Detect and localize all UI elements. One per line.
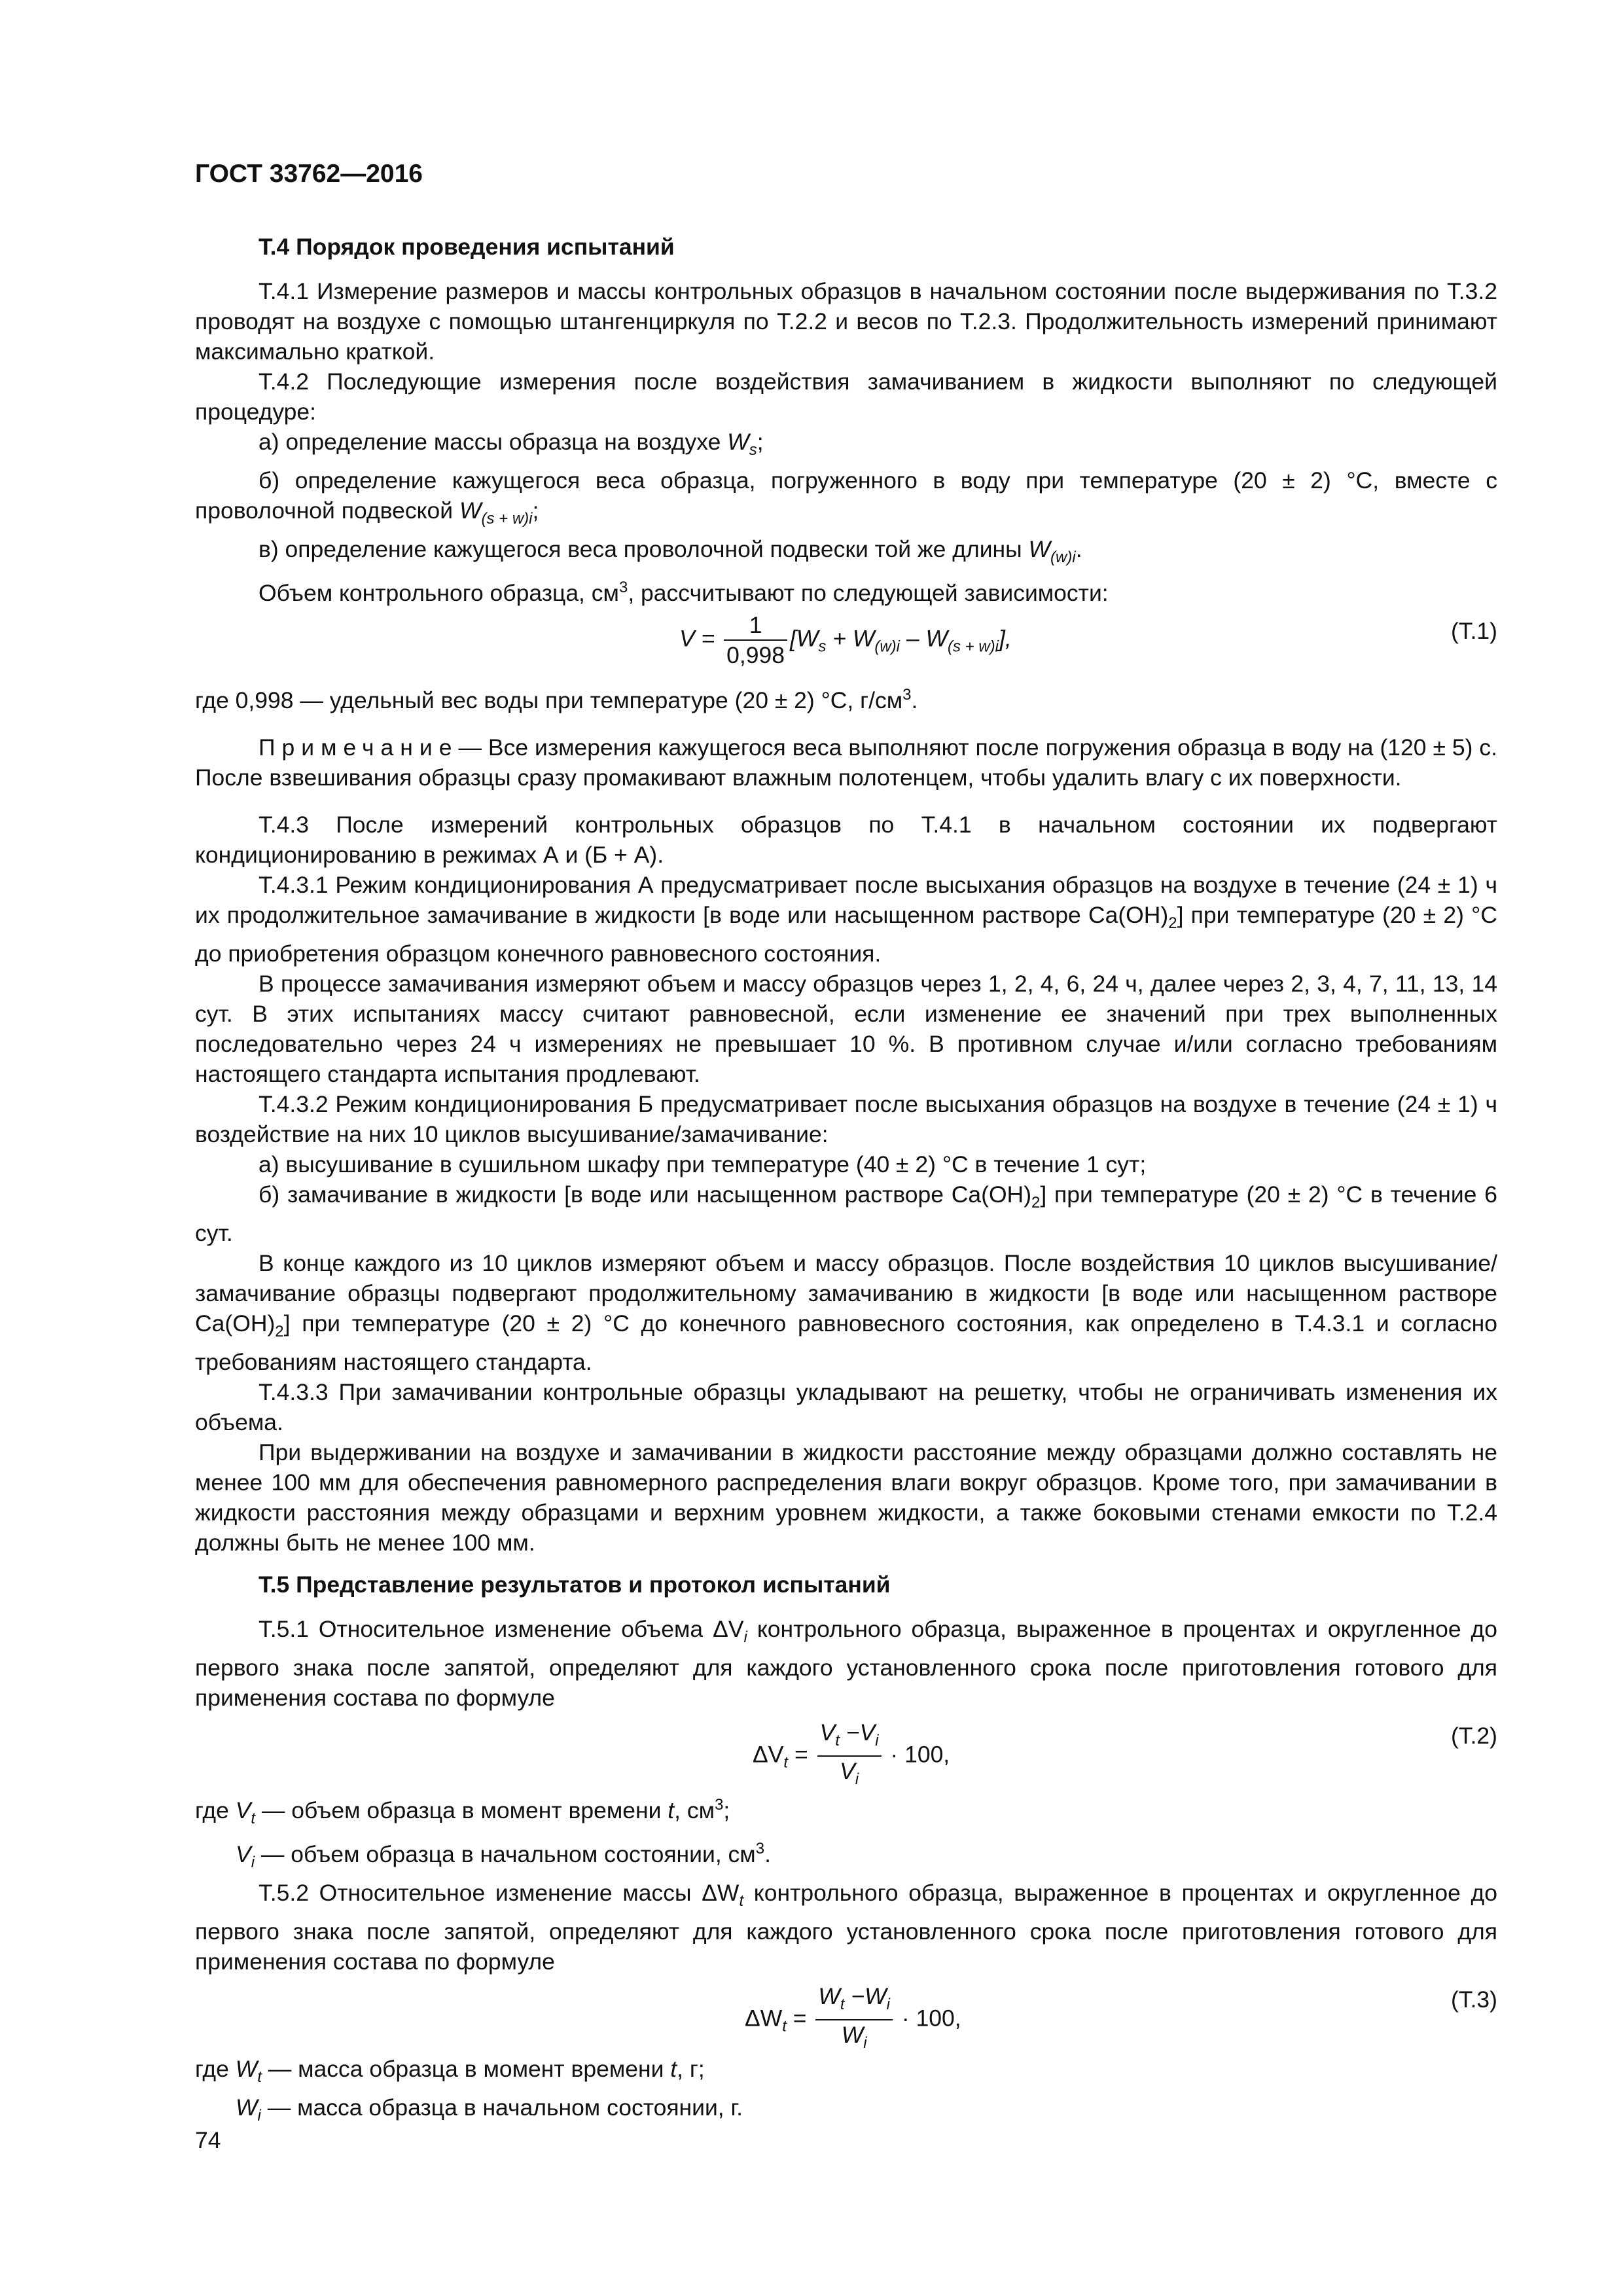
note bbox=[195, 732, 1497, 793]
paragraph-t432: Т.4.3.2 Режим кондиционирования Б предусматривает после высыхания образцов на воздухе в течение (24 ± 1) ч воздействие на них 10 циклов высушивание/замачивание: bbox=[195, 1091, 1497, 1148]
denominator bbox=[815, 2020, 893, 2058]
formula-number: (Т.2) bbox=[1451, 1723, 1497, 1749]
formula-lhs: ΔW bbox=[745, 2005, 783, 2032]
where-t3-a bbox=[195, 2054, 1497, 2092]
superscript: 3 bbox=[715, 1796, 724, 1814]
punct: ; bbox=[532, 497, 539, 524]
term: – W bbox=[899, 625, 948, 652]
item-v bbox=[195, 534, 1497, 573]
formula-number: (Т.1) bbox=[1451, 618, 1497, 645]
subscript: (w)i bbox=[874, 637, 900, 656]
term: W bbox=[841, 2022, 864, 2049]
section-t4-title: Т.4 Порядок проведения испытаний bbox=[259, 234, 675, 260]
fraction bbox=[815, 1982, 893, 2058]
symbol-w: W bbox=[1028, 536, 1051, 563]
paragraph-t52 bbox=[195, 1878, 1497, 1977]
paragraph-t41: Т.4.1 Измерение размеров и массы контрольных образцов в начальном состоянии после выдерживания по Т.3.2 проводят на воздухе с помощью штангенциркуля по Т.2.2 и весов по Т.2.3. Продолжительность измерений принимают максимально краткой. bbox=[195, 278, 1497, 365]
text: В конце каждого из 10 циклов измеряют объем и массу образцов. После воздействия 10 циклов высушивание/замачивание образцы подвергают продолжительному замачиванию в жидкости [в воде или насыщенном растворе Ca(OH) bbox=[195, 1250, 1497, 1337]
subscript: s bbox=[749, 441, 757, 459]
subscript: t bbox=[251, 1810, 256, 1828]
subscript: i bbox=[257, 2107, 261, 2125]
section-t5-title: Т.5 Представление результатов и протокол испытаний bbox=[259, 1571, 891, 1598]
denominator bbox=[817, 1757, 882, 1794]
formula-lhs: ΔV bbox=[753, 1741, 784, 1768]
text: Объем контрольного образца, см bbox=[259, 580, 619, 607]
page-number: 74 bbox=[195, 2127, 221, 2153]
text: где bbox=[195, 2056, 236, 2083]
term: V bbox=[840, 1758, 855, 1785]
paragraph-t51 bbox=[195, 1614, 1497, 1713]
symbol: t bbox=[668, 1797, 675, 1824]
subscript: t bbox=[835, 1732, 840, 1750]
text: — объем образца в момент времени bbox=[255, 1797, 668, 1824]
formula-lhs: V = bbox=[679, 625, 722, 652]
text: где bbox=[195, 1797, 236, 1824]
subscript: t bbox=[257, 2068, 262, 2087]
term: · 100, bbox=[895, 2005, 961, 2032]
subscript: t bbox=[783, 1753, 789, 1772]
where-t1 bbox=[195, 680, 1497, 715]
subscript: i bbox=[886, 1996, 891, 2014]
paragraph-t431 bbox=[195, 870, 1497, 969]
term: [W bbox=[789, 625, 819, 652]
paragraph-t433: Т.4.3.3 При замачивании контрольные образцы укладывают на решетку, чтобы не ограничивать изменения их объема. bbox=[195, 1379, 1497, 1436]
item-a bbox=[195, 427, 1497, 465]
subscript: s bbox=[818, 637, 827, 656]
paragraph-t43: Т.4.3 После измерений контрольных образцов по Т.4.1 в начальном состоянии их подвергают кондиционированию в режимах А и (Б + А). bbox=[195, 811, 1497, 868]
formula-t1 bbox=[195, 611, 1497, 676]
text: б) замачивание в жидкости [в воде или насыщенном растворе Ca(OH) bbox=[259, 1181, 1032, 1208]
symbol: W bbox=[236, 2094, 258, 2121]
subscript: 2 bbox=[1168, 914, 1177, 933]
text: Т.5.1 Относительное изменение объема ΔV bbox=[259, 1616, 744, 1643]
note-text: — Все измерения кажущегося веса выполняют после погружения образца в воду на (120 ± 5) с. После взвешивания образцы сразу промакивают влажным полотенцем, чтобы удалить влагу с их поверхности. bbox=[195, 734, 1497, 791]
where-t2-a bbox=[195, 1790, 1497, 1834]
symbol-w: W bbox=[727, 429, 749, 455]
term: −W bbox=[844, 1983, 887, 2010]
text: , г; bbox=[677, 2056, 705, 2083]
punct: . bbox=[911, 687, 918, 713]
formula-number: (Т.3) bbox=[1451, 1986, 1497, 2013]
subscript: i bbox=[863, 2034, 867, 2053]
subscript: (w)i bbox=[1050, 548, 1076, 567]
subscript: (s + w)i bbox=[481, 510, 533, 528]
document-page bbox=[195, 157, 1497, 2131]
item-b-text: б) определение кажущегося веса образца, погруженного в воду при температуре (20 ± 2) °С, вместе с проволочной подвеской bbox=[195, 467, 1497, 524]
paragraph-t433-cont: При выдерживании на воздухе и замачивании в жидкости расстояние между образцами должно составлять не менее 100 мм для обеспечения равномерного распределения влаги вокруг образцов. Кроме того, при замачивании в жидкости расстояния между образцами и верхним уровнем жидкости, а также боковыми стенами емкости по Т.2.4 должны быть не менее 100 мм. bbox=[195, 1439, 1497, 1556]
formula-t2 bbox=[195, 1715, 1497, 1789]
document-header: ГОСТ 33762—2016 bbox=[195, 160, 423, 188]
numerator: 1 bbox=[724, 611, 787, 641]
text: , см bbox=[674, 1797, 715, 1824]
subscript: (s + w)i bbox=[947, 637, 999, 656]
note-label: Примечание bbox=[259, 734, 459, 761]
text: контрольного образца, выраженное в процентах и округленное до первого знака после запятой, определяют для каждого установленного срока после приготовления готового для применения состава по формуле bbox=[195, 1616, 1498, 1712]
where-t3-b bbox=[195, 2092, 1497, 2131]
fraction bbox=[817, 1718, 882, 1794]
formula-t3-body: $\Delta W_t$ = $\frac{W_t -W_i}{W_i}$ · 100, bbox=[745, 1982, 961, 2058]
punct: . bbox=[1075, 536, 1082, 563]
subscript: 2 bbox=[275, 1323, 284, 1341]
text: — объем образца в начальном состоянии, см bbox=[255, 1841, 756, 1868]
denominator: 0,998 bbox=[726, 642, 785, 669]
subscript: i bbox=[875, 1732, 879, 1750]
formula-t2-body: $\Delta V_t$ = $\frac{V_t -V_i}{V_i}$ · 100, bbox=[753, 1718, 950, 1794]
term: ], bbox=[998, 625, 1012, 652]
subscript: t bbox=[782, 2017, 787, 2036]
text: ] при температуре (20 ± 2) °С в течение 6 сут. bbox=[195, 1181, 1497, 1247]
term: −V bbox=[839, 1719, 876, 1746]
paragraph-t431-cont: В процессе замачивания измеряют объем и массу образцов через 1, 2, 4, 6, 24 ч, далее через 2, 3, 4, 7, 11, 13, 14 сут. В этих испытаниях массу считают равновесной, если изменение ее значений при трех выполненных последовательно через 24 ч измерениях не превышает 10 %. В противном случае и/или согласно требованиям настоящего стандарта испытания продлевают. bbox=[195, 971, 1497, 1088]
numerator bbox=[817, 1718, 882, 1757]
item-t432-a: а) высушивание в сушильном шкафу при температуре (40 ± 2) °С в течение 1 сут; bbox=[259, 1151, 1147, 1178]
punct: . bbox=[764, 1841, 771, 1868]
where-t2-b bbox=[195, 1834, 1497, 1878]
subscript: 2 bbox=[1031, 1194, 1041, 1212]
superscript: 3 bbox=[755, 1840, 765, 1858]
symbol: V bbox=[235, 1797, 251, 1824]
subscript: i bbox=[251, 1854, 255, 1872]
subscript: i bbox=[743, 1628, 747, 1647]
item-b bbox=[195, 465, 1497, 534]
item-v-text: в) определение кажущегося веса проволочной подвески той же длины bbox=[259, 536, 1029, 563]
punct: ; bbox=[723, 1797, 730, 1824]
text: ] при температуре (20 ± 2) °С до приобретения образцом конечного равновесного состояния. bbox=[195, 901, 1497, 967]
text: Т.5.2 Относительное изменение массы ΔW bbox=[259, 1880, 740, 1907]
term: + W bbox=[826, 625, 875, 652]
text: , рассчитывают по следующей зависимости: bbox=[628, 580, 1109, 607]
text: ] при температуре (20 ± 2) °С до конечного равновесного состояния, как определено в Т.4.3.1 и согласно требованиям настоящего стандарта. bbox=[195, 1310, 1497, 1376]
superscript: 3 bbox=[618, 579, 628, 597]
subscript: t bbox=[739, 1892, 744, 1910]
term: · 100, bbox=[883, 1741, 950, 1768]
numerator bbox=[815, 1982, 893, 2020]
symbol-w: W bbox=[459, 497, 482, 524]
superscript: 3 bbox=[902, 686, 912, 704]
paragraph-volume bbox=[195, 573, 1497, 608]
symbol: W bbox=[235, 2056, 258, 2083]
fraction bbox=[724, 611, 787, 670]
term: W bbox=[818, 1983, 840, 2010]
item-a-text: а) определение массы образца на воздухе bbox=[259, 429, 728, 455]
subscript: t bbox=[840, 1996, 845, 2014]
subscript: i bbox=[855, 1770, 859, 1789]
symbol: V bbox=[236, 1841, 251, 1868]
text: где 0,998 — удельный вес воды при температуре (20 ± 2) °С, г/см bbox=[195, 687, 903, 713]
paragraph-t42: Т.4.2 Последующие измерения после воздействия замачиванием в жидкости выполняют по следующей процедуре: bbox=[195, 368, 1497, 425]
text: контрольного образца, выраженное в процентах и округленное до первого знака после запятой, определяют для каждого установленного срока после приготовления готового для применения состава по формуле bbox=[195, 1880, 1497, 1975]
formula-t3 bbox=[195, 1979, 1497, 2053]
punct: ; bbox=[757, 429, 764, 455]
text: — масса образца в момент времени bbox=[261, 2056, 671, 2083]
symbol: t bbox=[670, 2056, 677, 2083]
text: — масса образца в начальном состоянии, г. bbox=[260, 2094, 743, 2121]
item-t432-b bbox=[195, 1179, 1497, 1248]
text: Т.4.3.1 Режим кондиционирования А предусматривает после высыхания образцов на воздухе в течение (24 ± 1) ч их продолжительное замачивание в жидкости [в воде или насыщенном растворе Ca(OH) bbox=[195, 871, 1497, 928]
paragraph-t432-cont bbox=[195, 1248, 1497, 1377]
formula-t1-body bbox=[679, 611, 1012, 670]
term: V bbox=[819, 1719, 836, 1746]
